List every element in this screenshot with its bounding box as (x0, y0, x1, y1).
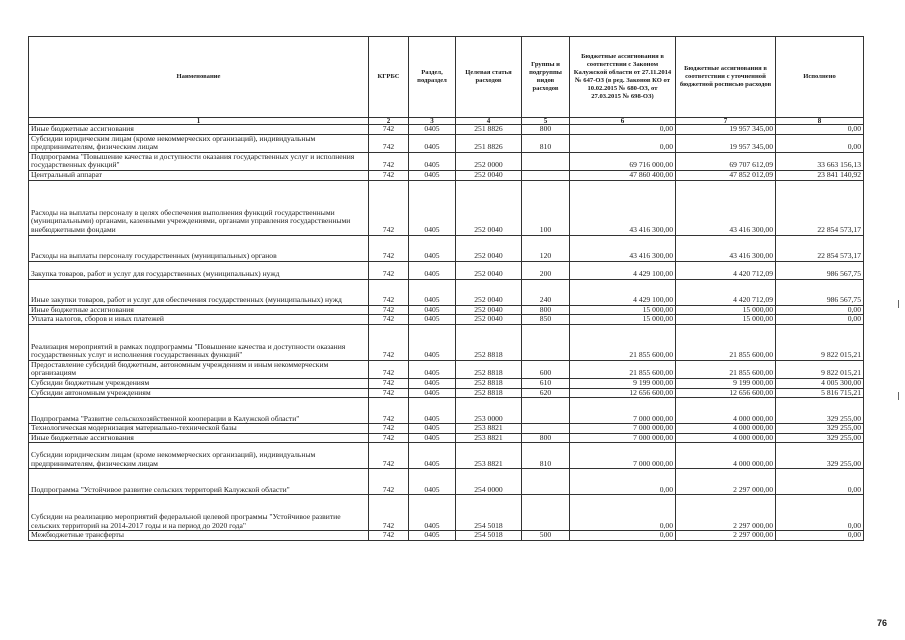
row-name: Иные закупки товаров, работ и услуг для обеспечения государственных (муниципальных) нужд (29, 279, 369, 305)
row-refined-amount: 2 297 000,00 (676, 531, 776, 541)
row-refined-amount: 4 000 000,00 (676, 398, 776, 424)
row-kgrbs: 742 (369, 324, 409, 360)
table-row (29, 531, 864, 541)
row-refined-amount: 21 855 600,00 (676, 360, 776, 378)
row-section: 0405 (409, 180, 456, 235)
row-target-article: 252 0040 (456, 170, 522, 180)
header-row (29, 37, 864, 118)
table-row (29, 315, 864, 325)
row-planned-amount: 69 716 000,00 (570, 152, 676, 170)
row-section: 0405 (409, 495, 456, 531)
row-executed-amount: 9 822 015,21 (776, 324, 864, 360)
table-row (29, 180, 864, 235)
row-executed-amount: 0,00 (776, 531, 864, 541)
row-kgrbs: 742 (369, 531, 409, 541)
row-kgrbs: 742 (369, 305, 409, 315)
row-target-article: 252 0040 (456, 261, 522, 279)
table-row (29, 433, 864, 443)
header-refined: Бюджетные ассигнования в соответствии с уточненной бюджетной росписью расходов (676, 37, 776, 118)
row-name: Субсидии бюджетным учреждениям (29, 378, 369, 388)
row-refined-amount: 4 000 000,00 (676, 443, 776, 469)
row-planned-amount: 7 000 000,00 (570, 433, 676, 443)
header-section: Раздел, подраздел (409, 37, 456, 118)
row-expense-group: 120 (522, 235, 570, 261)
row-section: 0405 (409, 279, 456, 305)
column-number: 8 (776, 118, 864, 125)
table-row (29, 443, 864, 469)
row-planned-amount: 15 000,00 (570, 305, 676, 315)
page-number: 76 (876, 618, 887, 628)
scan-mark (898, 392, 899, 400)
column-number: 2 (369, 118, 409, 125)
row-name: Межбюджетные трансферты (29, 531, 369, 541)
row-executed-amount: 0,00 (776, 469, 864, 495)
table-row (29, 235, 864, 261)
row-target-article: 253 8821 (456, 424, 522, 434)
row-executed-amount: 986 567,75 (776, 261, 864, 279)
header-planned: Бюджетные ассигнования в соответствии с Законом Калужской области от 27.11.2014 № 647-ОЗ (в ред. Законов КО от 10.02.2015 № 680-ОЗ, от 27.03.2015 № 698-ОЗ) (570, 37, 676, 118)
row-executed-amount: 329 255,00 (776, 433, 864, 443)
row-name: Иные бюджетные ассигнования (29, 433, 369, 443)
row-planned-amount: 7 000 000,00 (570, 424, 676, 434)
table-row (29, 125, 864, 135)
row-expense-group (522, 424, 570, 434)
row-target-article: 251 8826 (456, 125, 522, 135)
row-planned-amount: 47 860 400,00 (570, 170, 676, 180)
row-kgrbs: 742 (369, 398, 409, 424)
row-planned-amount: 43 416 300,00 (570, 180, 676, 235)
row-name: Уплата налогов, сборов и иных платежей (29, 315, 369, 325)
row-planned-amount: 0,00 (570, 469, 676, 495)
table-row (29, 360, 864, 378)
column-number: 1 (29, 118, 369, 125)
row-expense-group: 800 (522, 433, 570, 443)
row-refined-amount: 15 000,00 (676, 305, 776, 315)
row-planned-amount: 0,00 (570, 125, 676, 135)
row-section: 0405 (409, 125, 456, 135)
row-name: Закупка товаров, работ и услуг для государственных (муниципальных) нужд (29, 261, 369, 279)
row-expense-group: 200 (522, 261, 570, 279)
row-name: Субсидии на реализацию мероприятий федеральной целевой программы "Устойчивое развитие сельских территорий на 2014-2017 годы и на период до 2020 года" (29, 495, 369, 531)
row-name: Иные бюджетные ассигнования (29, 305, 369, 315)
row-refined-amount: 43 416 300,00 (676, 180, 776, 235)
row-target-article: 252 0000 (456, 152, 522, 170)
budget-table (28, 36, 864, 541)
table-row (29, 469, 864, 495)
table-row (29, 324, 864, 360)
row-kgrbs: 742 (369, 388, 409, 398)
row-refined-amount: 9 199 000,00 (676, 378, 776, 388)
row-target-article: 252 8818 (456, 378, 522, 388)
row-kgrbs: 742 (369, 170, 409, 180)
table-row (29, 388, 864, 398)
scan-mark (898, 300, 899, 308)
row-kgrbs: 742 (369, 469, 409, 495)
row-planned-amount: 7 000 000,00 (570, 443, 676, 469)
row-target-article: 252 8818 (456, 324, 522, 360)
row-refined-amount: 19 957 345,00 (676, 125, 776, 135)
row-refined-amount: 47 852 012,09 (676, 170, 776, 180)
row-expense-group: 240 (522, 279, 570, 305)
row-section: 0405 (409, 443, 456, 469)
row-name: Субсидии юридическим лицам (кроме некоммерческих организаций), индивидуальным предпринимателям, физическим лицам (29, 134, 369, 152)
row-expense-group (522, 495, 570, 531)
row-section: 0405 (409, 378, 456, 388)
row-kgrbs: 742 (369, 360, 409, 378)
row-target-article: 252 0040 (456, 235, 522, 261)
row-kgrbs: 742 (369, 279, 409, 305)
row-target-article: 252 0040 (456, 315, 522, 325)
row-planned-amount: 4 429 100,00 (570, 279, 676, 305)
table-row (29, 170, 864, 180)
row-kgrbs: 742 (369, 378, 409, 388)
row-name: Подпрограмма "Развитие сельскохозяйственной кооперации в Калужской области" (29, 398, 369, 424)
row-expense-group: 850 (522, 315, 570, 325)
row-target-article: 252 0040 (456, 305, 522, 315)
row-section: 0405 (409, 433, 456, 443)
budget-report-sheet (28, 36, 863, 541)
row-section: 0405 (409, 469, 456, 495)
table-row (29, 495, 864, 531)
row-target-article: 254 5018 (456, 531, 522, 541)
row-refined-amount: 12 656 600,00 (676, 388, 776, 398)
row-planned-amount: 15 000,00 (570, 315, 676, 325)
header-group: Группы и подгруппы видов расходов (522, 37, 570, 118)
row-expense-group: 810 (522, 443, 570, 469)
table-row (29, 279, 864, 305)
row-name: Расходы на выплаты персоналу государственных (муниципальных) органов (29, 235, 369, 261)
column-number: 6 (570, 118, 676, 125)
row-section: 0405 (409, 324, 456, 360)
row-kgrbs: 742 (369, 424, 409, 434)
row-target-article: 253 0000 (456, 398, 522, 424)
row-planned-amount: 43 416 300,00 (570, 235, 676, 261)
row-executed-amount: 0,00 (776, 315, 864, 325)
row-refined-amount: 2 297 000,00 (676, 469, 776, 495)
row-planned-amount: 21 855 600,00 (570, 324, 676, 360)
row-executed-amount: 329 255,00 (776, 443, 864, 469)
header-kgrbs: КГРБС (369, 37, 409, 118)
row-section: 0405 (409, 398, 456, 424)
row-executed-amount: 23 841 140,92 (776, 170, 864, 180)
row-target-article: 254 0000 (456, 469, 522, 495)
row-name: Подпрограмма "Повышение качества и доступности оказания государственных услуг и исполнения государственных функций" (29, 152, 369, 170)
row-name: Расходы на выплаты персоналу в целях обеспечения выполнения функций государственными (муниципальными) органами, казенными учреждениями, органами управления государственными внебюджетными фондами (29, 180, 369, 235)
table-body (29, 125, 864, 541)
row-section: 0405 (409, 315, 456, 325)
row-expense-group: 800 (522, 125, 570, 135)
row-expense-group (522, 398, 570, 424)
row-executed-amount: 0,00 (776, 305, 864, 315)
table-row (29, 261, 864, 279)
row-planned-amount: 0,00 (570, 495, 676, 531)
row-name: Предоставление субсидий бюджетным, автономным учреждениям и иным некоммерческим организациям (29, 360, 369, 378)
row-executed-amount: 986 567,75 (776, 279, 864, 305)
row-refined-amount: 21 855 600,00 (676, 324, 776, 360)
row-name: Технологическая модернизация материально-технической базы (29, 424, 369, 434)
row-executed-amount: 9 822 015,21 (776, 360, 864, 378)
row-planned-amount: 7 000 000,00 (570, 398, 676, 424)
row-kgrbs: 742 (369, 315, 409, 325)
row-executed-amount: 329 255,00 (776, 398, 864, 424)
row-expense-group (522, 324, 570, 360)
header-target: Целевая статья расходов (456, 37, 522, 118)
row-expense-group: 810 (522, 134, 570, 152)
row-kgrbs: 742 (369, 443, 409, 469)
row-executed-amount: 0,00 (776, 125, 864, 135)
header-executed: Исполнено (776, 37, 864, 118)
row-expense-group (522, 152, 570, 170)
row-executed-amount: 4 005 300,00 (776, 378, 864, 388)
header-name: Наименование (29, 37, 369, 118)
table-row (29, 398, 864, 424)
row-section: 0405 (409, 305, 456, 315)
row-kgrbs: 742 (369, 152, 409, 170)
row-target-article: 252 0040 (456, 180, 522, 235)
row-section: 0405 (409, 152, 456, 170)
row-planned-amount: 0,00 (570, 134, 676, 152)
table-row (29, 134, 864, 152)
row-refined-amount: 4 000 000,00 (676, 433, 776, 443)
row-expense-group: 600 (522, 360, 570, 378)
row-section: 0405 (409, 388, 456, 398)
row-executed-amount: 0,00 (776, 495, 864, 531)
row-target-article: 251 8826 (456, 134, 522, 152)
row-executed-amount: 33 663 156,13 (776, 152, 864, 170)
row-kgrbs: 742 (369, 433, 409, 443)
row-target-article: 253 8821 (456, 443, 522, 469)
column-number: 3 (409, 118, 456, 125)
row-planned-amount: 21 855 600,00 (570, 360, 676, 378)
row-refined-amount: 15 000,00 (676, 315, 776, 325)
row-section: 0405 (409, 424, 456, 434)
row-name: Центральный аппарат (29, 170, 369, 180)
column-number: 7 (676, 118, 776, 125)
row-name: Субсидии автономным учреждениям (29, 388, 369, 398)
row-refined-amount: 43 416 300,00 (676, 235, 776, 261)
row-section: 0405 (409, 531, 456, 541)
row-kgrbs: 742 (369, 261, 409, 279)
row-executed-amount: 329 255,00 (776, 424, 864, 434)
row-executed-amount: 22 854 573,17 (776, 235, 864, 261)
row-target-article: 253 8821 (456, 433, 522, 443)
row-kgrbs: 742 (369, 134, 409, 152)
row-executed-amount: 22 854 573,17 (776, 180, 864, 235)
column-number-row (29, 118, 864, 125)
row-expense-group: 610 (522, 378, 570, 388)
row-expense-group: 500 (522, 531, 570, 541)
row-name: Субсидии юридическим лицам (кроме некоммерческих организаций), индивидуальным предпринимателям, физическим лицам (29, 443, 369, 469)
row-section: 0405 (409, 261, 456, 279)
column-number: 5 (522, 118, 570, 125)
row-refined-amount: 19 957 345,00 (676, 134, 776, 152)
row-expense-group: 100 (522, 180, 570, 235)
column-number: 4 (456, 118, 522, 125)
row-kgrbs: 742 (369, 495, 409, 531)
row-planned-amount: 0,00 (570, 531, 676, 541)
row-planned-amount: 9 199 000,00 (570, 378, 676, 388)
row-refined-amount: 4 000 000,00 (676, 424, 776, 434)
row-target-article: 252 0040 (456, 279, 522, 305)
row-section: 0405 (409, 170, 456, 180)
row-name: Подпрограмма "Устойчивое развитие сельских территорий Калужской области" (29, 469, 369, 495)
row-kgrbs: 742 (369, 180, 409, 235)
row-section: 0405 (409, 360, 456, 378)
row-section: 0405 (409, 235, 456, 261)
row-executed-amount: 5 816 715,21 (776, 388, 864, 398)
row-refined-amount: 4 420 712,09 (676, 279, 776, 305)
row-name: Реализация мероприятий в рамках подпрограммы "Повышение качества и доступности оказания государственных услуг и исполнения государственных функций" (29, 324, 369, 360)
table-row (29, 152, 864, 170)
row-planned-amount: 4 429 100,00 (570, 261, 676, 279)
row-refined-amount: 4 420 712,09 (676, 261, 776, 279)
row-expense-group: 620 (522, 388, 570, 398)
row-kgrbs: 742 (369, 235, 409, 261)
row-refined-amount: 69 707 612,09 (676, 152, 776, 170)
row-target-article: 254 5018 (456, 495, 522, 531)
table-row (29, 305, 864, 315)
row-target-article: 252 8818 (456, 360, 522, 378)
row-name: Иные бюджетные ассигнования (29, 125, 369, 135)
row-executed-amount: 0,00 (776, 134, 864, 152)
row-kgrbs: 742 (369, 125, 409, 135)
row-target-article: 252 8818 (456, 388, 522, 398)
row-section: 0405 (409, 134, 456, 152)
row-expense-group (522, 469, 570, 495)
row-refined-amount: 2 297 000,00 (676, 495, 776, 531)
row-planned-amount: 12 656 600,00 (570, 388, 676, 398)
row-expense-group: 800 (522, 305, 570, 315)
table-row (29, 378, 864, 388)
row-expense-group (522, 170, 570, 180)
table-row (29, 424, 864, 434)
